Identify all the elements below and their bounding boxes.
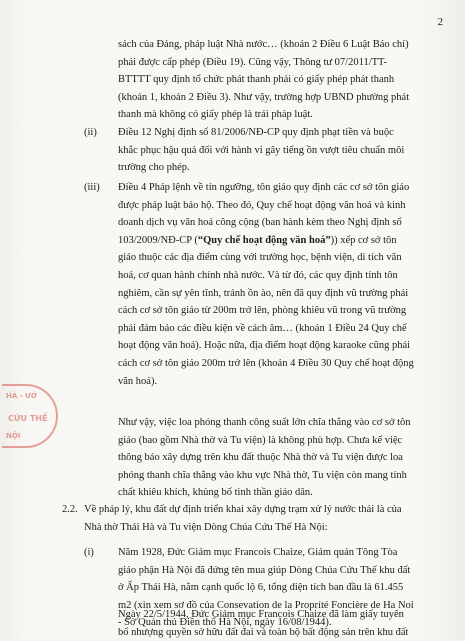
- text-line: Như vậy, việc loa phóng thanh công suất lớn chĩa thẳng vào cơ sở tôn: [118, 417, 411, 428]
- text-line: hoá, cơ quan hành chính nhà nước. Và từ đó, các quy định tính tôn: [118, 269, 398, 281]
- text-line: thông báo xây dựng trên khu đất thuộc Nhà thờ và Tu viện được loa: [118, 452, 403, 464]
- conclusion-paragraph: [118, 414, 440, 502]
- text-line: phóng thanh chĩa thẳng vào khu vực Nhà thờ, Tu viện còn mang tính: [118, 469, 407, 481]
- red-seal-stamp: [2, 384, 58, 448]
- text-line: khắc phục hậu quả đối với hành vi gây tiếng ồn vượt tiêu chuẩn môi: [118, 144, 405, 156]
- stamp-text: CỨU THẾ: [8, 414, 48, 423]
- text-line: m2 (xin xem sơ đồ của Consevation de la Propríté Foncière de Ha Noi: [118, 599, 414, 611]
- text-line: cách cơ sở tôn giáo từ 200m trở lên, phòng khiêu vũ trong vũ trường: [118, 305, 407, 317]
- text-line: BTTTT quy định tổ chức phát thanh phải có giấy phép phát thanh: [118, 74, 395, 86]
- text-line: (khoản 1, khoản 2 Điều 3). Như vậy, trường hợp UBND phường phát: [118, 91, 410, 103]
- defined-term: “Quy chế hoạt động văn hoá”: [197, 234, 331, 246]
- list-item-ii: [118, 124, 440, 177]
- list-item-iii: [118, 179, 440, 390]
- page-number: 2: [437, 16, 443, 28]
- list-marker-iii: (iii): [84, 182, 100, 193]
- text-line: Năm 1928, Đức Giám mục Francois Chaize, Giám quản Tông Tòa: [118, 547, 398, 558]
- section-2-2-heading: [84, 501, 442, 536]
- text-segment: )): [330, 234, 338, 246]
- text-line: giáo phận Hà Nội đã đứng tên mua giúp Dòng Chúa Cứu Thế khu đất: [118, 564, 411, 576]
- intro-paragraph: [118, 36, 440, 124]
- text-line: bố nhượng quyền sở hữu đất đai và toàn bộ bất động sản trên khu đất: [118, 626, 409, 638]
- text-line: Về pháp lý, khu đất dự định triển khai xây dựng trạm xử lý nước thải là của: [84, 504, 402, 515]
- text-line: giáo thuộc các địa điểm cùng với trường học, bệnh viện, di tích văn: [118, 252, 402, 264]
- stamp-text: HÀ - ƯỚ: [6, 392, 38, 400]
- text-line: thanh mà không có giấy phép là trái pháp luật.: [118, 109, 313, 121]
- section-number: 2.2.: [62, 504, 78, 515]
- text-line: phải được cấp phép (Điều 19). Cũng vậy, Thông tư 07/2011/TT-: [118, 56, 387, 68]
- text-line: doanh dịch vụ văn hoá công cộng (ban hành kèm theo Nghị định số: [118, 217, 402, 229]
- text-line: ở Ấp Thái Hà, nằm cạnh quốc lộ 6, tổng diện tích ban đầu là 61.455: [118, 582, 404, 594]
- stamp-text: NỘI: [6, 432, 21, 440]
- text-line: nghiêm, cần sự yên tĩnh, tránh ồn ào, nên đã quy định vũ trường phải: [118, 287, 409, 299]
- text-line: được pháp luật bảo hộ. Theo đó, Quy chế hoạt động văn hoá và kinh: [118, 199, 406, 211]
- text-line: Điều 4 Pháp lệnh về tín ngưỡng, tôn giáo quy định các cơ sở tôn giáo: [118, 182, 410, 193]
- text-line: văn hoá).: [118, 375, 158, 387]
- text-line: Ngày 22/5/1944, Đức Giám mục Francois Chaize đã làm giấy tuyên: [118, 609, 404, 620]
- text-segment: 103/2009/NĐ-CP (: [118, 234, 198, 246]
- list-marker-i: (i): [84, 547, 94, 558]
- text-line: - Sở Quản thủ Điền thổ Hà Nội, ngày 16/08/1944).: [118, 617, 332, 629]
- text-line: trường cho phép.: [118, 162, 190, 174]
- list-item-i-para-2: [118, 606, 440, 641]
- text-line: hoạt động văn hoá). Hoặc nữa, địa điểm hoạt động karaoke cũng phải: [118, 340, 411, 352]
- text-line: phải đảm bảo các điều kiện về cách âm… (khoản 1 Điều 24 Quy chế: [118, 322, 407, 334]
- text-line: chất khiêu khích, khủng bố tinh thần giáo dân.: [118, 487, 313, 499]
- text-line: giáo (bao gồm Nhà thờ và Tu viện) là không phù hợp. Chưa kể việc: [118, 434, 403, 446]
- text-line: sách của Đảng, pháp luật Nhà nước… (khoản 2 Điều 6 Luật Báo chí): [118, 39, 409, 50]
- text-line: Nhà thờ Thái Hà và Tu viện Dòng Chúa Cứu Thế Hà Nội:: [84, 521, 328, 533]
- list-marker-ii: (ii): [84, 127, 97, 138]
- text-line: cách cơ sở tôn giáo 200m trở lên (khoản 4 Điều 30 Quy chế hoạt động: [118, 357, 414, 369]
- text-line: [118, 232, 440, 250]
- text-segment: xếp cơ sở tôn: [340, 234, 397, 246]
- text-line: Điều 12 Nghị định số 81/2006/NĐ-CP quy định phạt tiền và buộc: [118, 127, 394, 138]
